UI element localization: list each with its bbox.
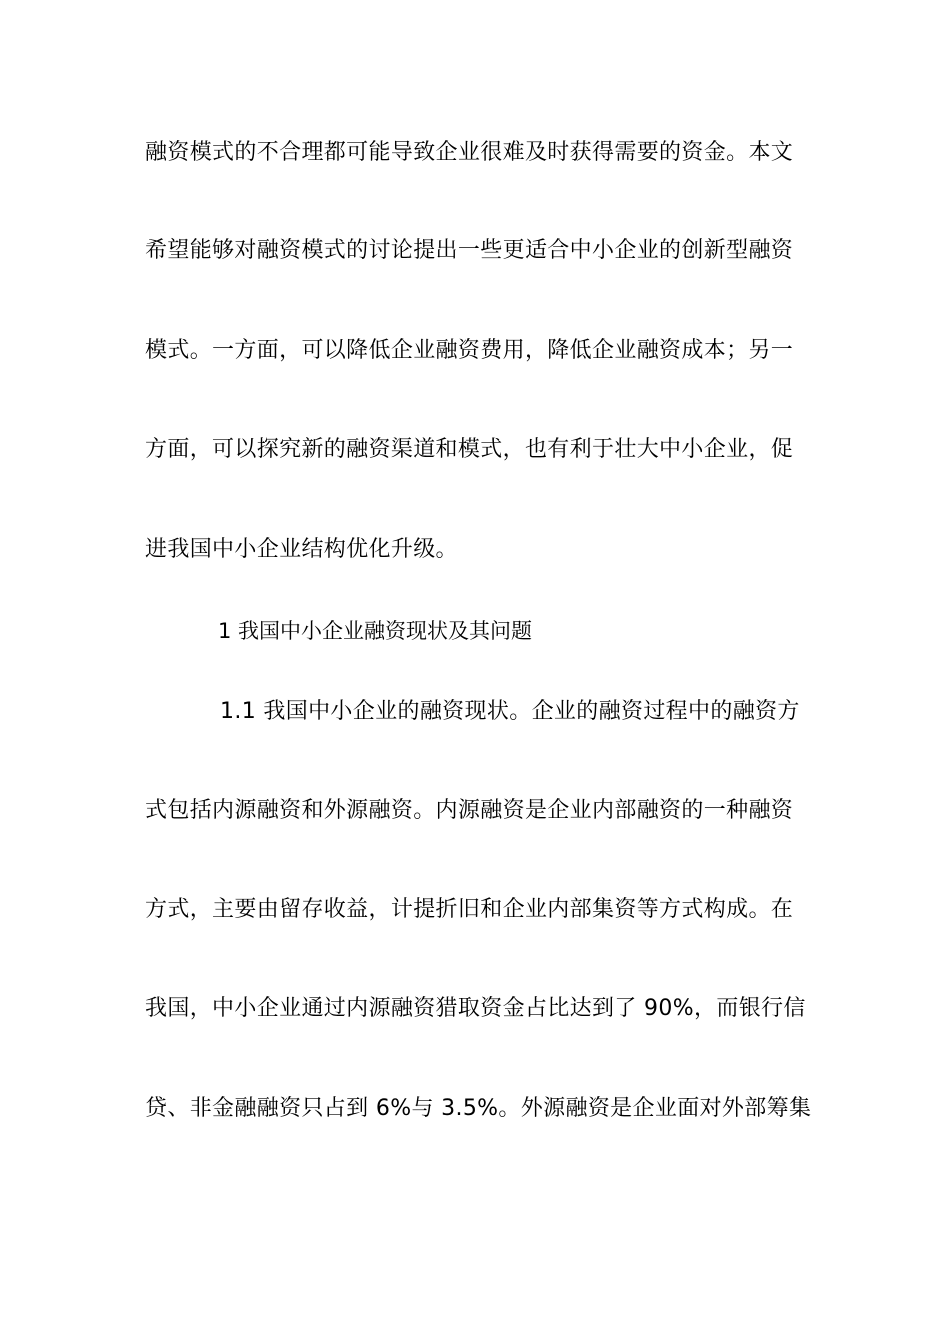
paragraph-1-line-1: 融资模式的不合理都可能导致企业很难及时获得需要的资金。本文 — [145, 140, 794, 165]
paragraph-1-line-5: 进我国中小企业结构优化升级。 — [145, 537, 458, 562]
section-heading: 1 我国中小企业融资现状及其问题 — [218, 619, 533, 643]
paragraph-2-line-4: 我国，中小企业通过内源融资猎取资金占比达到了 90%，而银行信 — [145, 996, 806, 1021]
paragraph-2-line-1: 1.1 我国中小企业的融资现状。企业的融资过程中的融资方 — [220, 699, 800, 724]
paragraph-1-line-4: 方面，可以探究新的融资渠道和模式，也有利于壮大中小企业，促 — [145, 437, 794, 462]
paragraph-1-line-2: 希望能够对融资模式的讨论提出一些更适合中小企业的创新型融资 — [145, 238, 794, 263]
paragraph-1-line-3: 模式。一方面，可以降低企业融资费用，降低企业融资成本；另一 — [145, 338, 794, 363]
paragraph-2-line-2: 式包括内源融资和外源融资。内源融资是企业内部融资的一种融资 — [145, 798, 794, 823]
paragraph-2-line-5: 贷、非金融融资只占到 6%与 3.5%。外源融资是企业面对外部筹集 — [145, 1096, 812, 1121]
paragraph-2-line-3: 方式，主要由留存收益，计提折旧和企业内部集资等方式构成。在 — [145, 897, 794, 922]
